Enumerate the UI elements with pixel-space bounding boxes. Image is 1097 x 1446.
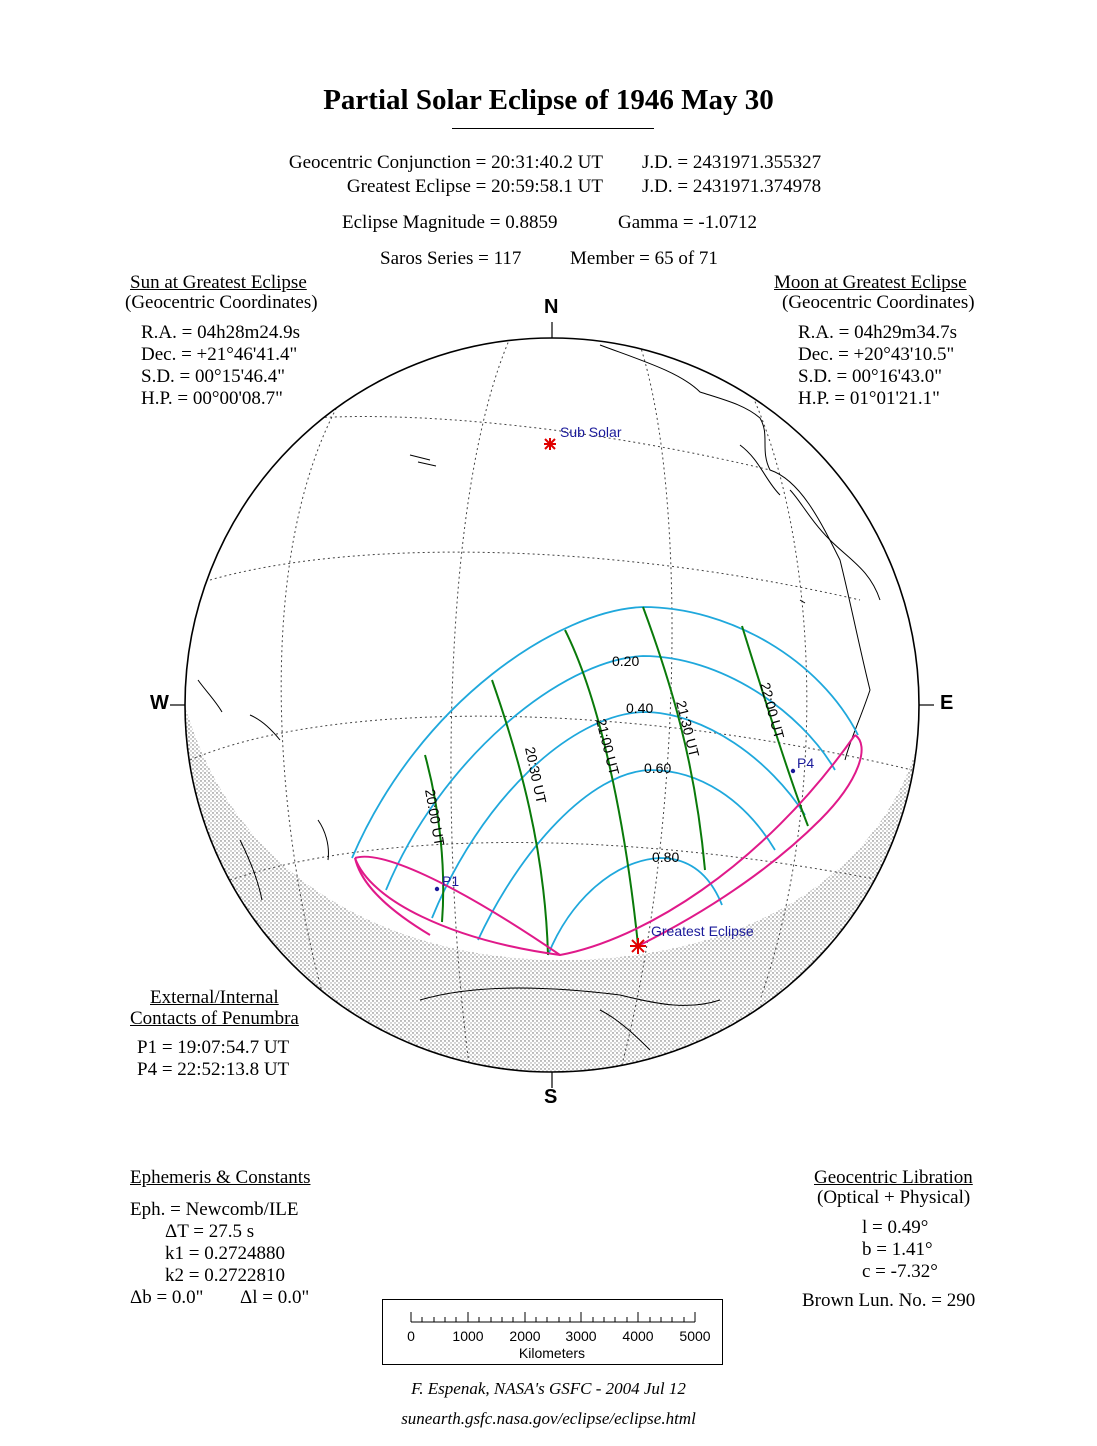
moon-sd: S.D. = 00°16'43.0" xyxy=(798,366,943,387)
compass-west: W xyxy=(150,692,169,714)
contact-p4: P4 = 22:52:13.8 UT xyxy=(137,1059,290,1080)
libration-heading: Geocentric Libration xyxy=(814,1167,973,1188)
compass-east: E xyxy=(940,692,954,714)
sun-ra: R.A. = 04h28m24.9s xyxy=(141,322,301,343)
libration-subheading: (Optical + Physical) xyxy=(817,1187,971,1208)
gamma: Gamma = -1.0712 xyxy=(618,212,757,233)
sub-solar-label: Sub Solar xyxy=(560,424,622,440)
time-label-21h00: 21:00 UT xyxy=(593,716,623,777)
magnitude-label-0.40: 0.40 xyxy=(626,700,654,716)
magnitude-label-0.80: 0.80 xyxy=(652,849,680,865)
sun-sd: S.D. = 00°15'46.4" xyxy=(141,366,286,387)
time-label-20h00: 20:00 UT xyxy=(422,787,448,848)
sun-heading: Sun at Greatest Eclipse xyxy=(130,272,307,293)
compass-north: N xyxy=(544,296,559,318)
moon-subheading: (Geocentric Coordinates) xyxy=(782,292,975,313)
scale-bar-box xyxy=(382,1299,723,1365)
eclipse-magnitude: Eclipse Magnitude = 0.8859 xyxy=(342,212,558,233)
greatest-eclipse-label: Greatest Eclipse xyxy=(651,923,754,939)
p4-label: P4 xyxy=(797,755,815,771)
p4-point xyxy=(791,769,795,773)
scale-tick-2000: 2000 xyxy=(509,1328,541,1344)
contact-p1: P1 = 19:07:54.7 UT xyxy=(137,1037,290,1058)
page-title: Partial Solar Eclipse of 1946 May 30 xyxy=(323,84,774,116)
magnitude-label-0.60: 0.60 xyxy=(644,760,672,776)
time-21h00-curve xyxy=(565,630,638,945)
source-url[interactable]: sunearth.gsfc.nasa.gov/eclipse/eclipse.html xyxy=(401,1409,696,1428)
time-20h30-curve xyxy=(492,680,548,955)
ephemeris-k2: k2 = 0.2722810 xyxy=(165,1265,285,1286)
scale-tick-5000: 5000 xyxy=(679,1328,711,1344)
scale-tick-1000: 1000 xyxy=(452,1328,484,1344)
time-label-20h30: 20:30 UT xyxy=(522,745,550,805)
credit-line: F. Espenak, NASA's GSFC - 2004 Jul 12 xyxy=(411,1379,686,1398)
scale-tick-3000: 3000 xyxy=(565,1328,597,1344)
ephemeris-delta-l: Δl = 0.0" xyxy=(240,1287,310,1308)
time-label-21h30: 21:30 UT xyxy=(673,698,703,759)
compass-south: S xyxy=(544,1086,558,1108)
sub-solar-marker xyxy=(544,438,556,450)
magnitude-curves xyxy=(352,607,858,955)
moon-heading: Moon at Greatest Eclipse xyxy=(774,272,967,293)
scale-tick-0: 0 xyxy=(407,1328,415,1344)
scale-unit-label: Kilometers xyxy=(518,1345,586,1361)
moon-dec: Dec. = +20°43'10.5" xyxy=(798,344,955,365)
magnitude-0.80-curve xyxy=(548,858,722,955)
saros-series: Saros Series = 117 xyxy=(380,248,522,269)
p1-label: P1 xyxy=(442,873,460,889)
geocentric-conjunction: Geocentric Conjunction = 20:31:40.2 UT xyxy=(288,152,603,173)
contacts-heading-2: Contacts of Penumbra xyxy=(130,1008,299,1029)
sun-subheading: (Geocentric Coordinates) xyxy=(125,292,318,313)
greatest-eclipse-marker xyxy=(630,938,646,954)
contacts-heading-1: External/Internal xyxy=(150,987,279,1008)
time-label-22h00: 22:00 UT xyxy=(757,680,788,741)
libration-c: c = -7.32° xyxy=(862,1261,938,1282)
ephemeris-delta-t: ΔT = 27.5 s xyxy=(165,1221,255,1242)
greatest-eclipse-jd: J.D. = 2431971.374978 xyxy=(642,176,822,197)
scale-tick-4000: 4000 xyxy=(622,1328,654,1344)
brown-lunation-number: Brown Lun. No. = 290 xyxy=(802,1290,976,1311)
moon-ra: R.A. = 04h29m34.7s xyxy=(798,322,958,343)
conjunction-jd: J.D. = 2431971.355327 xyxy=(642,152,822,173)
ephemeris-eph: Eph. = Newcomb/ILE xyxy=(130,1199,299,1220)
libration-b: b = 1.41° xyxy=(862,1239,933,1260)
ephemeris-k1: k1 = 0.2724880 xyxy=(165,1243,285,1264)
moon-hp: H.P. = 01°01'21.1" xyxy=(798,388,940,409)
greatest-eclipse-time: Greatest Eclipse = 20:59:58.1 UT xyxy=(346,176,603,197)
sun-dec: Dec. = +21°46'41.4" xyxy=(141,344,298,365)
sun-hp: H.P. = 00°00'08.7" xyxy=(141,388,283,409)
libration-l: l = 0.49° xyxy=(862,1217,929,1238)
ephemeris-delta-b: Δb = 0.0" xyxy=(130,1287,204,1308)
saros-member: Member = 65 of 71 xyxy=(570,248,718,269)
magnitude-label-0.20: 0.20 xyxy=(612,653,640,669)
p1-point xyxy=(435,887,439,891)
ephemeris-heading: Ephemeris & Constants xyxy=(130,1167,311,1188)
